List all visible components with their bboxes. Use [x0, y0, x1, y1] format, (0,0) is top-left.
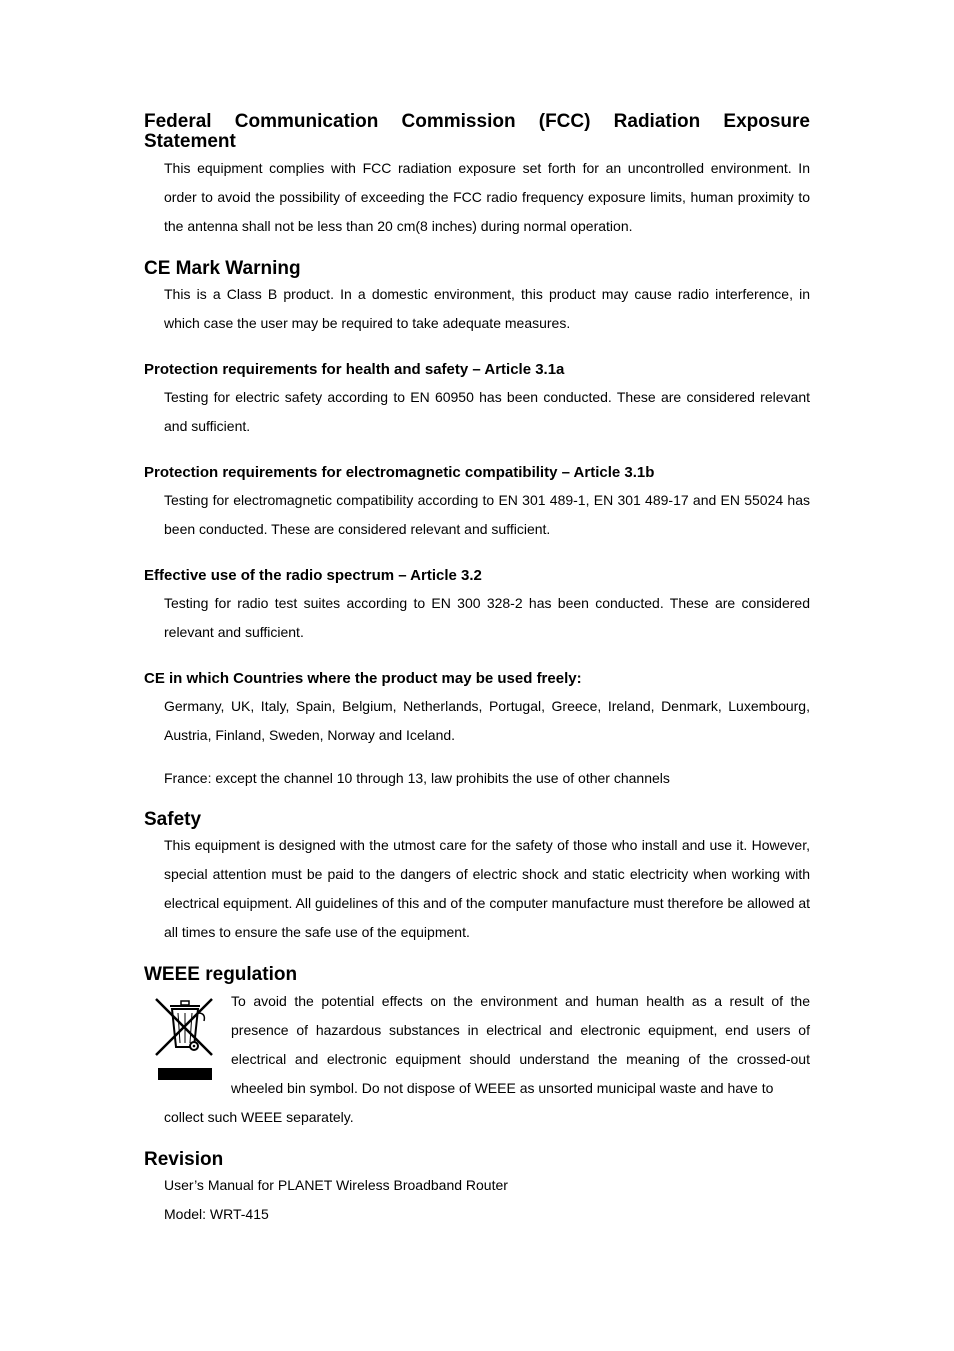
article-32-heading: Effective use of the radio spectrum – Article 3.2	[144, 567, 482, 584]
countries-heading: CE in which Countries where the product may be used freely:	[144, 670, 582, 687]
article-32-body: Testing for radio test suites according to EN 300 328-2 has been conducted. These are considered relevant and sufficient.	[164, 595, 810, 640]
document-page	[144, 112, 810, 1229]
weee-section	[144, 987, 810, 1132]
revision-heading: Revision	[144, 1149, 224, 1170]
weee-body: To avoid the potential effects on the environment and human health as a result of the presence of hazardous substances in electrical and electronic equipment, end users of electrical and electronic equipment should understand the meaning of the crossed-out wheeled bin symbol. Do not dispose of WEEE as unsorted municipal waste and have to	[231, 993, 810, 1096]
france-note: France: except the channel 10 through 13, law prohibits the use of other channels	[164, 770, 670, 786]
ce-mark-heading: CE Mark Warning	[144, 258, 301, 279]
safety-heading: Safety	[144, 809, 202, 830]
article-31a-body: Testing for electric safety according to EN 60950 has been conducted. These are considered relevant and sufficient.	[164, 389, 810, 434]
safety-body: This equipment is designed with the utmost care for the safety of those who install and use it. However, special attention must be paid to the dangers of electric shock and static electricity when working with electrical equipment. All guidelines of this and of the computer manufacture must therefore be allowed at all times to ensure the safe use of the equipment.	[164, 837, 810, 940]
weee-heading: WEEE regulation	[144, 964, 298, 985]
fcc-heading-line1: Federal Communication Commission (FCC) Radiation Exposure	[144, 111, 810, 132]
revision-model: Model: WRT-415	[164, 1206, 269, 1222]
countries-body: Germany, UK, Italy, Spain, Belgium, Netherlands, Portugal, Greece, Ireland, Denmark, Luxembourg, Austria, Finland, Sweden, Norway and Iceland.	[164, 698, 810, 743]
article-31b-heading: Protection requirements for electromagnetic compatibility – Article 3.1b	[144, 464, 655, 481]
article-31b-body: Testing for electromagnetic compatibility according to EN 301 489-1, EN 301 489-17 and EN 55024 has been conducted. These are considered relevant and sufficient.	[164, 492, 810, 537]
article-31a-heading: Protection requirements for health and safety – Article 3.1a	[144, 361, 565, 378]
ce-mark-body: This is a Class B product. In a domestic environment, this product may cause radio interference, in which case the user may be required to take adequate measures.	[164, 286, 810, 331]
weee-body-tail: collect such WEEE separately.	[164, 1109, 354, 1125]
fcc-heading-line2: Statement	[144, 131, 236, 152]
revision-manual-title: User’s Manual for PLANET Wireless Broadband Router	[164, 1177, 508, 1193]
crossed-out-wheeled-bin-icon	[152, 995, 216, 1083]
fcc-body: This equipment complies with FCC radiation exposure set forth for an uncontrolled environment. In order to avoid the possibility of exceeding the FCC radio frequency exposure limits, human proximity to the antenna shall not be less than 20 cm(8 inches) during normal operation.	[164, 160, 810, 234]
